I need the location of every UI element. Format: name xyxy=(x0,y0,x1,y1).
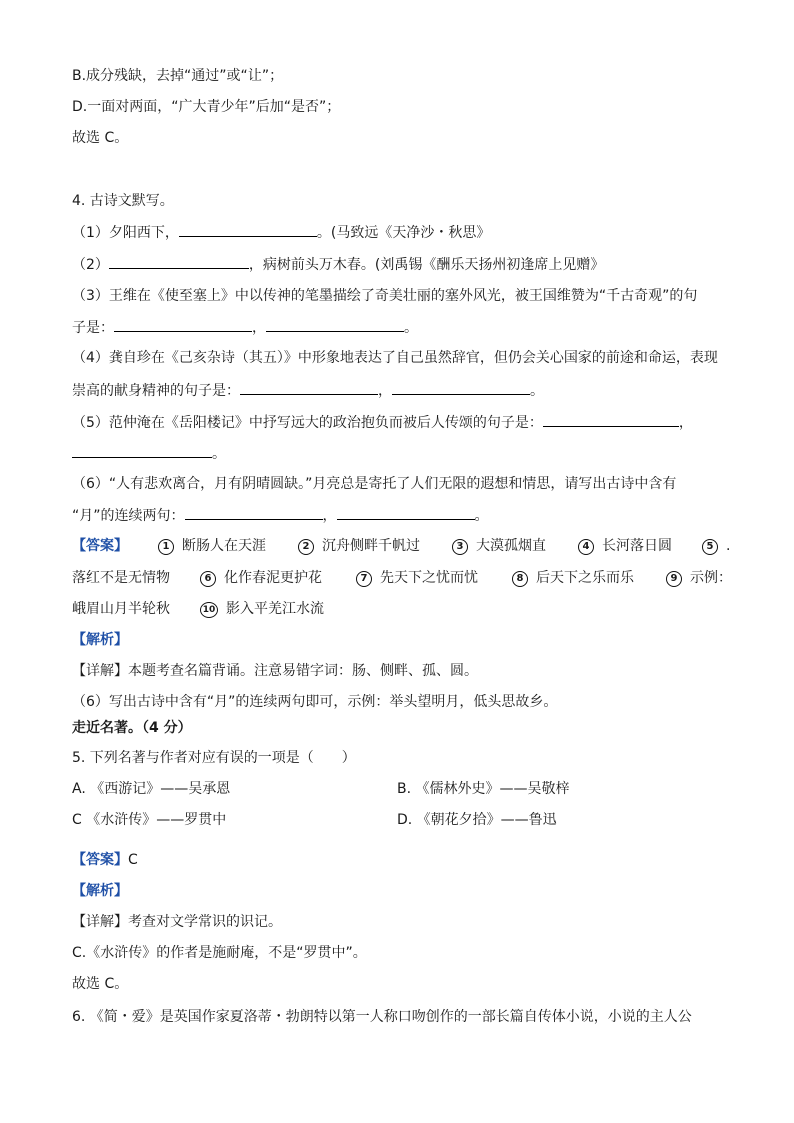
answer-blank[interactable] xyxy=(337,505,475,520)
q4-2-prefix: （2） xyxy=(72,257,109,273)
answer-text: 后天下之乐而乐 xyxy=(536,570,634,586)
q4-1-suffix: 。(马致远《天净沙・秋思》 xyxy=(316,225,491,241)
answer-value: C xyxy=(128,852,138,868)
answer-text: 大漠孤烟直 xyxy=(476,538,546,554)
answer-blank[interactable] xyxy=(392,380,530,395)
q4-line-5b xyxy=(72,443,226,464)
analysis-label: 【解析】 xyxy=(72,883,128,899)
option-d-explanation: D.一面对两面，“广大青少年”后加“是否”； xyxy=(72,99,341,115)
q4-line-3a: （3）王维在《使至塞上》中以传神的笔墨描绘了奇美壮丽的塞外风光，被王国维赞为“千古奇观”的句 xyxy=(72,288,698,304)
answer-text: 化作春泥更护花 xyxy=(224,570,322,586)
q4-line-6b xyxy=(72,505,489,526)
circled-number: 3 xyxy=(452,539,468,555)
period: 。 xyxy=(530,383,544,399)
q4-1-prefix: （1）夕阳西下， xyxy=(72,225,179,241)
q4-3-prefix: 子是： xyxy=(72,320,114,336)
answer-blank[interactable] xyxy=(114,317,252,332)
answer-label: 【答案】 xyxy=(72,852,128,868)
q5-option-b: B. 《儒林外史》——吴敬梓 xyxy=(397,781,570,797)
q5-detail xyxy=(72,912,282,932)
q4-6-prefix: “月”的连续两句： xyxy=(72,508,185,524)
answer-item-5-num xyxy=(702,536,730,556)
circled-number: 6 xyxy=(200,571,216,587)
period: 。 xyxy=(474,508,489,524)
answer-blank[interactable] xyxy=(179,222,317,237)
circled-number: 7 xyxy=(356,571,372,587)
q4-line-6a: （6）“人有悲欢离合，月有阴晴圆缺。”月亮总是寄托了人们无限的遐想和情思，请写出古诗中含有 xyxy=(72,476,677,492)
answer-item-10 xyxy=(200,599,324,619)
q4-note-6: （6）写出古诗中含有“月”的连续两句即可，示例：举头望明月，低头思故乡。 xyxy=(72,694,558,710)
answer-item-8 xyxy=(512,568,634,588)
q6-text: 6. 《简・爱》是英国作家夏洛蒂・勃朗特以第一人称口吻创作的一部长篇自传体小说，小说的主人公 xyxy=(72,1009,692,1025)
period: 。 xyxy=(212,446,226,462)
detail-text: 考查对文学常识的识记。 xyxy=(128,914,282,930)
q4-line-3b xyxy=(72,317,418,338)
answer-item-7 xyxy=(356,568,478,588)
q5-option-a: A. 《西游记》——吴承恩 xyxy=(72,781,231,797)
answer-text: 影入平羌江水流 xyxy=(226,601,324,617)
option-b-explanation: B.成分残缺，去掉“通过”或“让”； xyxy=(72,68,284,84)
q5-choose: 故选 C。 xyxy=(72,976,129,992)
circled-number: 5 xyxy=(702,539,718,555)
answer-label: 【答案】 xyxy=(72,538,128,554)
circled-number: 4 xyxy=(578,539,594,555)
detail-label: 【详解】 xyxy=(72,914,128,930)
circled-number: 8 xyxy=(512,571,528,587)
period: 。 xyxy=(404,320,418,336)
answer-item-4 xyxy=(578,536,672,556)
answer-text: 长河落日圆 xyxy=(602,538,672,554)
q5-title: 5. 下列名著与作者对应有误的一项是（ ） xyxy=(72,750,356,766)
answer-item-9-cont: 峨眉山月半轮秋 xyxy=(72,601,170,617)
answer-text: 先天下之忧而忧 xyxy=(380,570,478,586)
q4-line-4b xyxy=(72,380,544,401)
circled-number: 1 xyxy=(158,539,174,555)
circled-number: 9 xyxy=(666,571,682,587)
circled-number: 10 xyxy=(200,602,218,618)
q5-explain: C.《水浒传》的作者是施耐庵，不是“罗贯中”。 xyxy=(72,945,367,961)
answer-blank[interactable] xyxy=(72,443,212,458)
section-heading: 走近名著。（4 分） xyxy=(72,720,192,736)
q4-line-5a xyxy=(72,412,693,433)
comma: ， xyxy=(678,415,693,431)
answer-text: 示例： xyxy=(690,570,732,586)
q4-line-4a: （4）龚自珍在《己亥杂诗（其五）》中形象地表达了自己虽然辞官，但仍会关心国家的前途和命运，表现 xyxy=(72,350,718,366)
q4-4-prefix: 崇高的献身精神的句子是： xyxy=(72,383,240,399)
answer-blank[interactable] xyxy=(240,380,378,395)
q4-detail xyxy=(72,661,478,681)
dot: . xyxy=(726,538,731,554)
q4-line-1 xyxy=(72,222,490,243)
comma: ， xyxy=(378,383,392,399)
answer-blank[interactable] xyxy=(266,317,404,332)
q4-title: 4. 古诗文默写。 xyxy=(72,193,174,209)
answer-blank[interactable] xyxy=(543,412,679,427)
q5-answer xyxy=(72,850,138,870)
prev-answer-choice: 故选 C。 xyxy=(72,130,129,146)
circled-number: 2 xyxy=(298,539,314,555)
q5-option-c: C 《水浒传》——罗贯中 xyxy=(72,812,227,828)
q4-2-suffix: ，病树前头万木春。(刘禹锡《酬乐天扬州初逢席上见赠》 xyxy=(248,257,605,273)
q4-5-prefix: （5）范仲淹在《岳阳楼记》中抒写远大的政治抱负而被后人传颂的句子是： xyxy=(72,415,543,431)
comma: ， xyxy=(252,320,266,336)
answer-item-6 xyxy=(200,568,322,588)
answer-item-1 xyxy=(158,536,266,556)
answer-item-9 xyxy=(666,568,732,588)
detail-label: 【详解】 xyxy=(72,663,128,679)
answer-blank[interactable] xyxy=(185,505,323,520)
comma: ， xyxy=(322,508,337,524)
answer-item-3 xyxy=(452,536,546,556)
detail-text: 本题考查名篇背诵。注意易错字词：肠、侧畔、孤、圆。 xyxy=(128,663,478,679)
answer-text: 断肠人在天涯 xyxy=(182,538,266,554)
answer-text: 沉舟侧畔千帆过 xyxy=(322,538,420,554)
analysis-label: 【解析】 xyxy=(72,632,128,648)
q4-line-2 xyxy=(72,254,604,275)
q5-option-d: D. 《朝花夕拾》——鲁迅 xyxy=(397,812,557,828)
answer-item-5-text: 落红不是无情物 xyxy=(72,570,170,586)
answer-blank[interactable] xyxy=(109,254,249,269)
answer-item-2 xyxy=(298,536,420,556)
